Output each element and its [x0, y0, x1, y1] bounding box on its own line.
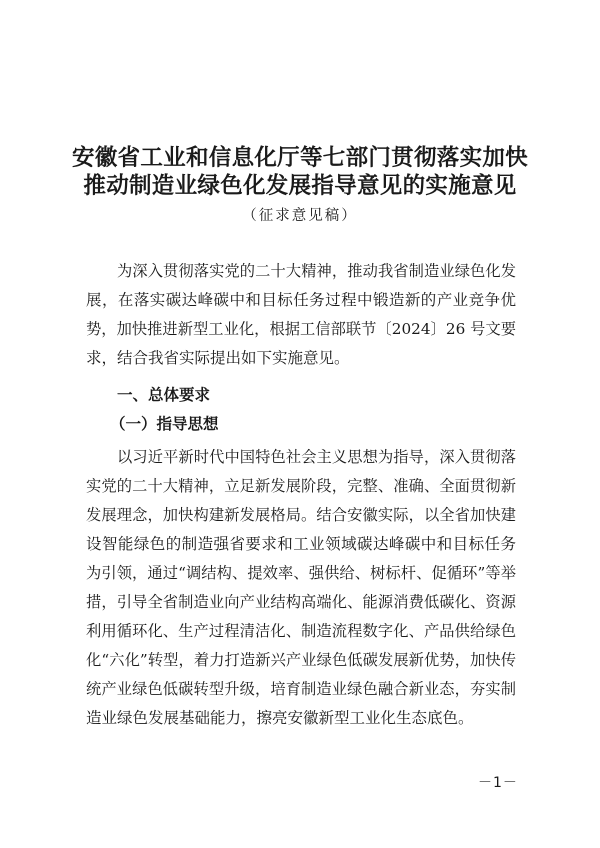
guiding-line: 发展理念，加快构建新发展格局。结合安徽实际，以全省加快建 — [86, 506, 516, 524]
intro-paragraph — [86, 257, 516, 373]
guiding-line: 措，引导全省制造业向产业结构高端化、能源消费低碳化、资源 — [86, 593, 516, 611]
guiding-line: 为引领，通过“调结构、提效率、强供给、树标杆、促循环”等举 — [86, 564, 516, 582]
guiding-paragraph — [86, 443, 516, 733]
intro-line: 展，在落实碳达峰碳中和目标任务过程中锻造新的产业竞争优 — [86, 291, 516, 309]
page-number: －1－ — [478, 775, 518, 791]
document-title-line-1: 安徽省工业和信息化厅等七部门贯彻落实加快 — [71, 145, 528, 171]
document-title-line-2: 推动制造业绿色化发展指导意见的实施意见 — [83, 173, 517, 199]
guiding-line: 实党的二十大精神，立足新发展阶段，完整、准确、全面贯彻新 — [86, 477, 516, 495]
guiding-line: 以习近平新时代中国特色社会主义思想为指导，深入贯彻落 — [117, 448, 516, 466]
guiding-line: 设智能绿色的制造强省要求和工业领域碳达峰碳中和目标任务 — [86, 535, 516, 553]
section-heading: 一、总体要求 — [117, 386, 211, 404]
intro-line: 求，结合我省实际提出如下实施意见。 — [86, 349, 350, 367]
intro-line: 势，加快推进新型工业化，根据工信部联节〔2024〕26 号文要 — [86, 320, 516, 338]
guiding-line: 化“六化”转型，着力打造新兴产业绿色低碳发展新优势，加快传 — [86, 651, 516, 669]
draft-subtitle: （征求意见稿） — [242, 208, 358, 224]
intro-line: 为深入贯彻落实党的二十大精神，推动我省制造业绿色化发 — [117, 262, 516, 280]
guiding-line: 利用循环化、生产过程清洁化、制造流程数字化、产品供给绿色 — [86, 622, 516, 640]
guiding-line: 造业绿色发展基础能力，擦亮安徽新型工业化生态底色。 — [86, 709, 474, 727]
guiding-line: 统产业绿色低碳转型升级，培育制造业绿色融合新业态，夯实制 — [86, 680, 516, 698]
subsection-heading: （一）指导思想 — [110, 414, 219, 433]
